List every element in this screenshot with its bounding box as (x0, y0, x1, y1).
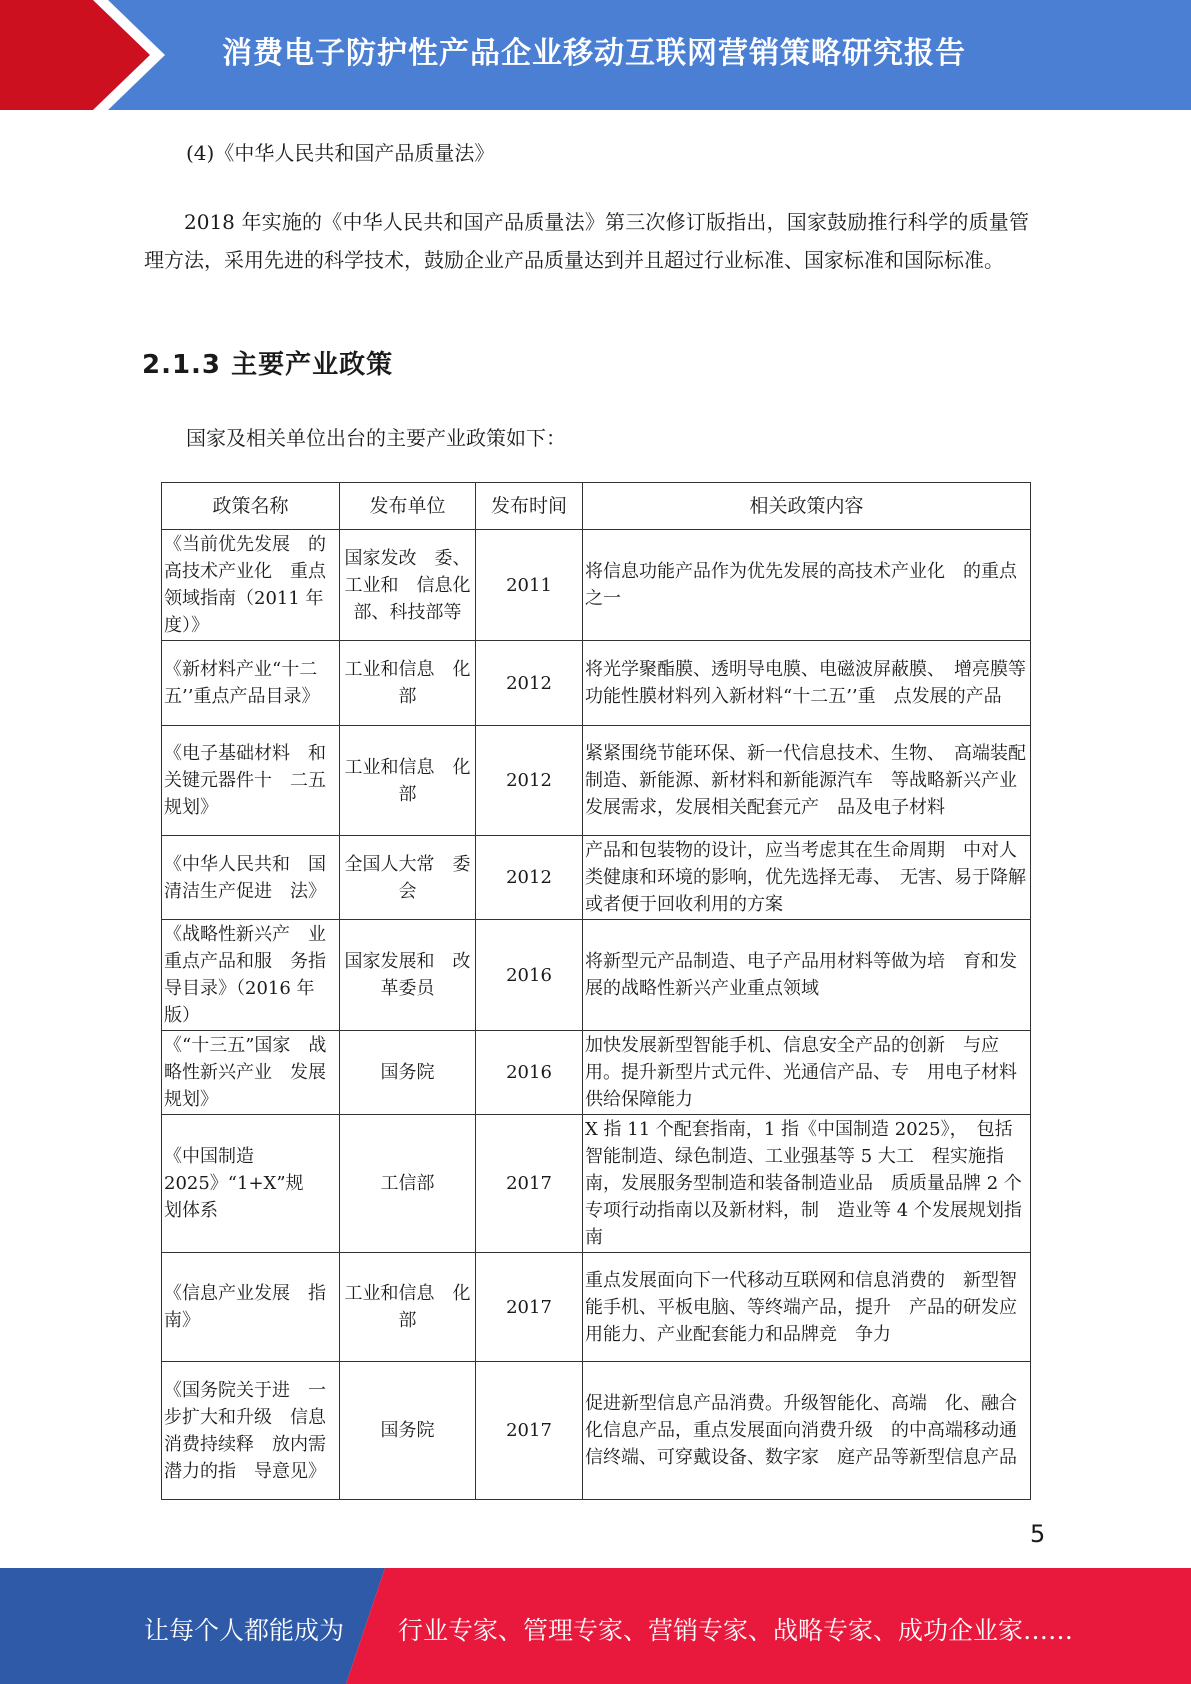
issuer-cell: 工业和信息 化部 (340, 726, 476, 836)
policy-name-cell: 《当前优先发展 的高技术产业化 重点领域指南（2011 年度）》 (162, 530, 340, 641)
table-row (162, 530, 1031, 641)
table-row (162, 920, 1031, 1031)
year-cell: 2016 (476, 1031, 583, 1115)
policy-name-cell: 《中华人民共和 国清洁生产促进 法》 (162, 836, 340, 920)
year-cell: 2012 (476, 641, 583, 726)
content-cell: 将光学聚酯膜、透明导电膜、电磁波屏蔽膜、 增亮膜等功能性膜材料列入新材料“十二五’’重 点发展的产品 (583, 641, 1031, 726)
issuer-cell: 工业和信息 化部 (340, 641, 476, 726)
year-cell: 2011 (476, 530, 583, 641)
column-header-content: 相关政策内容 (583, 483, 1031, 530)
content-cell: 产品和包装物的设计，应当考虑其在生命周期 中对人类健康和环境的影响，优先选择无毒、 无害、易于降解或者便于回收利用的方案 (583, 836, 1031, 920)
content-cell: 紧紧围绕节能环保、新一代信息技术、生物、 高端装配制造、新能源、新材料和新能源汽车 等战略新兴产业发展需求，发展相关配套元产 品及电子材料 (583, 726, 1031, 836)
table-row (162, 836, 1031, 920)
column-header-policy-name: 政策名称 (162, 483, 340, 530)
column-header-issuer: 发布单位 (340, 483, 476, 530)
table-header-row (162, 483, 1031, 530)
table-row (162, 641, 1031, 726)
table-row (162, 1031, 1031, 1115)
policy-name-cell: 《新材料产业“十二五’’重点产品目录》 (162, 641, 340, 726)
year-cell: 2017 (476, 1115, 583, 1253)
policy-name-cell: 《国务院关于进 一步扩大和升级 信息消费持续释 放内需潜力的指 导意见》 (162, 1362, 340, 1500)
issuer-cell: 国家发改 委、工业和 信息化部、科技部等 (340, 530, 476, 641)
law-paragraph: 2018 年实施的《中华人民共和国产品质量法》第三次修订版指出，国家鼓励推行科学的质量管理方法，采用先进的科学技术，鼓励企业产品质量达到并且超过行业标准、国家标准和国际标准。 (144, 210, 1029, 272)
policy-name-cell: 《“十三五”国家 战略性新兴产业 发展规划》 (162, 1031, 340, 1115)
policy-name-cell: 《电子基础材料 和关键元器件十 二五规划》 (162, 726, 340, 836)
table-row (162, 1115, 1031, 1253)
policy-name-cell: 《战略性新兴产 业重点产品和服 务指导目录》（2016 年版） (162, 920, 340, 1031)
year-cell: 2012 (476, 726, 583, 836)
page-number: 5 (1030, 1520, 1046, 1548)
content-cell: 促进新型信息产品消费。升级智能化、高端 化、融合化信息产品，重点发展面向消费升级 的中高端移动通信终端、可穿戴设备、数字家 庭产品等新型信息产品 (583, 1362, 1031, 1500)
issuer-cell: 国务院 (340, 1362, 476, 1500)
table-row (162, 1253, 1031, 1362)
footer-slogan-right: 行业专家、管理专家、营销专家、战略专家、成功企业家…… (398, 1616, 1074, 1645)
content-cell: 将新型元产品制造、电子产品用材料等做为培 育和发展的战略性新兴产业重点领域 (583, 920, 1031, 1031)
year-cell: 2017 (476, 1362, 583, 1500)
content-cell: 加快发展新型智能手机、信息安全产品的创新 与应用。提升新型片式元件、光通信产品、专 用电子材料供给保障能力 (583, 1031, 1031, 1115)
issuer-cell: 国务院 (340, 1031, 476, 1115)
policy-table (161, 482, 1031, 1500)
issuer-cell: 工业和信息 化部 (340, 1253, 476, 1362)
content-cell: 重点发展面向下一代移动互联网和信息消费的 新型智能手机、平板电脑、等终端产品，提升 产品的研发应用能力、产业配套能力和品牌竞 争力 (583, 1253, 1031, 1362)
header-banner (0, 0, 1191, 110)
issuer-cell: 国家发展和 改革委员 (340, 920, 476, 1031)
column-header-date: 发布时间 (476, 483, 583, 530)
issuer-cell: 全国人大常 委会 (340, 836, 476, 920)
section-heading: 2.1.3 主要产业政策 (142, 350, 394, 380)
issuer-cell: 工信部 (340, 1115, 476, 1253)
content-cell: X 指 11 个配套指南，1 指《中国制造 2025》， 包括智能制造、绿色制造、工业强基等 5 大工 程实施指南，发展服务型制造和装备制造业品 质质量品牌 2 个专项行动指南以及新材料，制 造业等 4 个发展规划指南 (583, 1115, 1031, 1253)
section-intro: 国家及相关单位出台的主要产业政策如下： (186, 426, 566, 450)
policy-name-cell: 《信息产业发展 指南》 (162, 1253, 340, 1362)
policy-name-cell: 《中国制造 2025》“1+X”规 划体系 (162, 1115, 340, 1253)
table-row (162, 726, 1031, 836)
year-cell: 2017 (476, 1253, 583, 1362)
header-title: 消费电子防护性产品企业移动互联网营销策略研究报告 (222, 36, 966, 71)
year-cell: 2016 (476, 920, 583, 1031)
table-row (162, 1362, 1031, 1500)
law-title: (4)《中华人民共和国产品质量法》 (186, 141, 495, 165)
content-cell: 将信息功能产品作为优先发展的高技术产业化 的重点之一 (583, 530, 1031, 641)
footer-slogan-left: 让每个人都能成为 (144, 1616, 345, 1645)
year-cell: 2012 (476, 836, 583, 920)
